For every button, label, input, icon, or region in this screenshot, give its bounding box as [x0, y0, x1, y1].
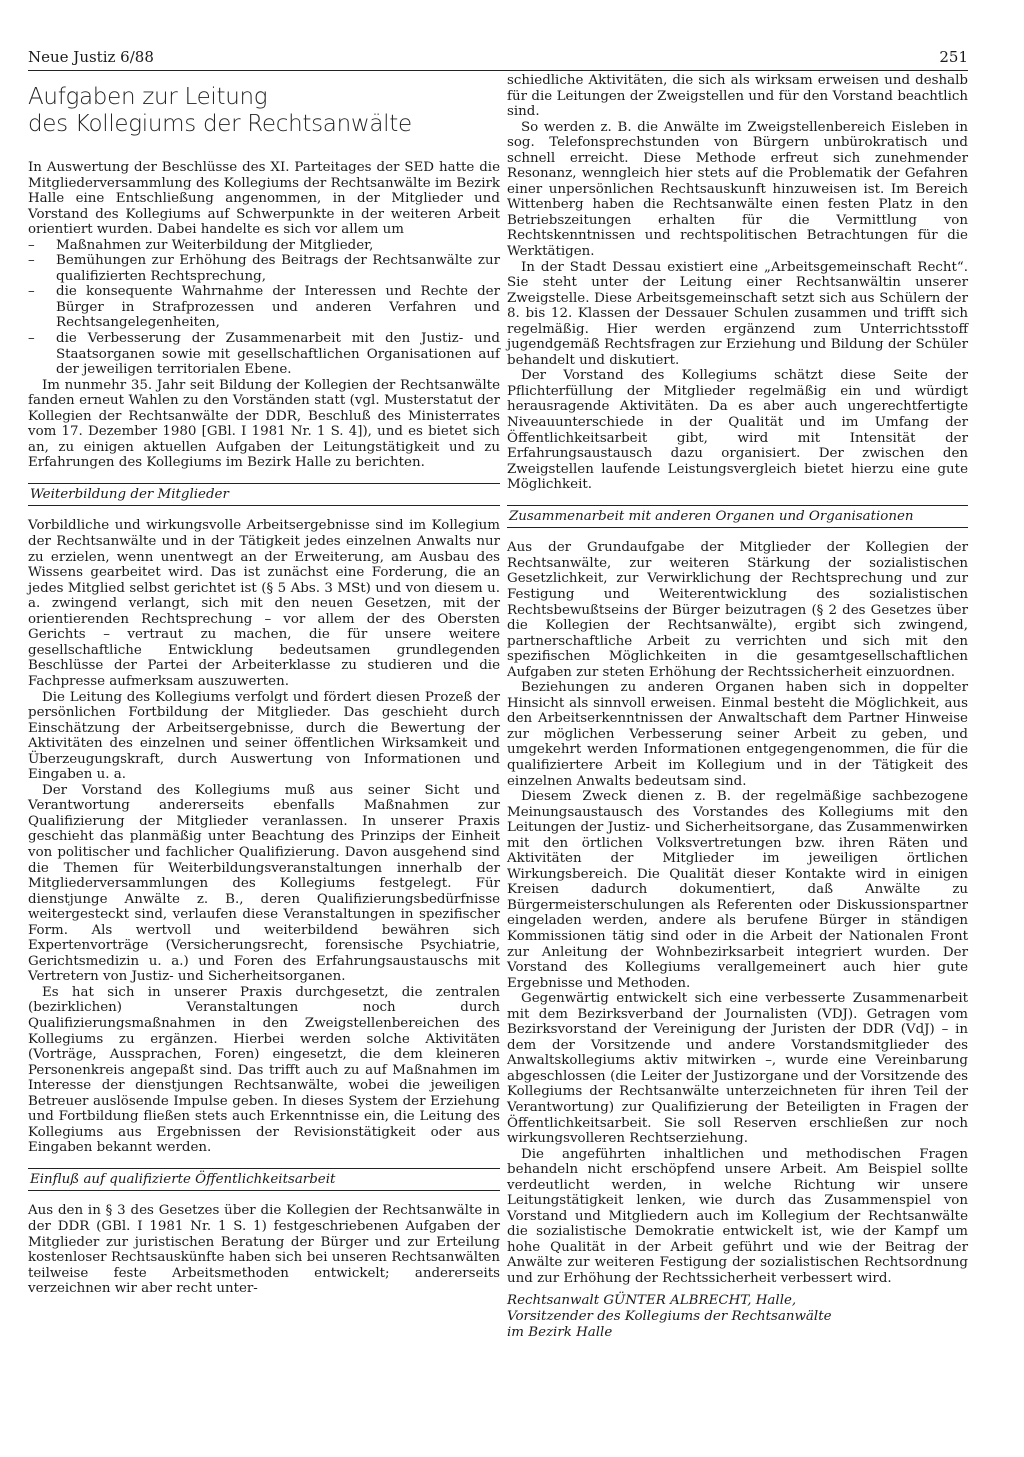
section-heading-zusammenarbeit [507, 505, 968, 529]
section-heading-text: Weiterbildung der Mitglieder [30, 486, 229, 502]
paragraph: Aus den in § 3 des Gesetzes über die Kollegien der Rechtsanwälte in der DDR (GBl. I 1981 Nr. 1 S. 1) festgeschriebenen Aufgaben der Mitglieder zur juristischen Beratung der Bürger und zur Erteilung kostenloser Rechtsauskünfte haben sich bei unseren Rechtsanwälten teilweise feste Arbeitsmethoden entwickelt; andererseits verzeichnen wir aber recht unter- [28, 1203, 500, 1297]
left-column [28, 84, 500, 1297]
section-heading-text: Einfluß auf qualifizierte Öffentlichkeitsarbeit [30, 1171, 336, 1187]
paragraph: So werden z. B. die Anwälte im Zweigstellenbereich Eisleben in sog. Telefonsprechstunden von Bürgern unbürokratisch und schnell erreicht. Diese Methode erfreut sich zunehmender Resonanz, wenngleich hier stets auf die Problematik der Gefahren einer unpersönlichen Rechtsauskunft hinzuweisen ist. Im Bereich Wittenberg haben die Rechtsanwälte einen festen Platz in den Betriebszeitungen erhalten für die Vermittlung von Rechtskenntnissen und rechtspolitischen Betrachtungen für die Werktätigen. [507, 119, 968, 260]
paragraph: Diesem Zweck dienen z. B. der regelmäßige sachbezogene Meinungsaustausch des Vorstandes des Kollegiums mit den Leitungen der Justiz- und Sicherheitsorgane, das Zusammenwirken mit den örtlichen Volksvertretungen bzw. ihren Räten und Aktivitäten der Mitglieder im jeweiligen örtlichen Wirkungsbereich. Die Qualität dieser Kontakte wird in einigen Kreisen dadurch dokumentiert, daß Anwälte zu Bürgermeisterschulungen als Referenten oder Diskussionspartner eingeladen werden, andere als berufene Bürger in ständigen Kommissionen tätig sind oder in die Arbeit der Nationalen Front zur Anleitung der Wohnbezirksarbeit integriert wurden. Der Vorstand des Kollegiums verallgemeinert auch hier gute Ergebnisse und Methoden. [507, 789, 968, 991]
section-heading-oeffentlichkeitsarbeit [28, 1168, 500, 1192]
list-item: – die Verbesserung der Zusammenarbeit mit den Justiz- und Staatsorganen sowie mit gesellschaftlichen Organisationen auf der jeweiligen territorialen Ebene. [28, 331, 500, 378]
list-item: – die konsequente Wahrnahme der Interessen und Rechte der Bürger in Strafprozessen und anderen Verfahren und Rechtsangelegenheiten, [28, 284, 500, 331]
paragraph: Vorbildliche und wirkungsvolle Arbeitsergebnisse sind im Kollegium der Rechtsanwälte und in der Tätigkeit jedes einzelnen Anwalts nur zu erzielen, wenn unentwegt an der Erweiterung, am Ausbau des Wissens gearbeitet wird. Das ist zunächst eine Forderung, die an jedes Mitglied selbst gerichtet ist (§ 5 Abs. 3 MSt) und von diesem u. a. zwingend verlangt, sich mit den neuen Gesetzen, mit der orientierenden Rechtsprechung – vor allem der des Obersten Gerichts – vertraut zu machen, die für unsere weitere gesellschaftliche Entwicklung bedeutsamen grundlegenden Beschlüsse der Partei der Arbeiterklasse zu studieren und die Fachpresse aufmerksam auszuwerten. [28, 518, 500, 689]
signature-line-1: Rechtsanwalt GÜNTER ALBRECHT, Halle, [507, 1292, 797, 1308]
page-header [28, 44, 968, 71]
paragraph: Beziehungen zu anderen Organen haben sich in doppelter Hinsicht als sinnvoll erweisen. Einmal besteht die Möglichkeit, aus den Arbeitserkenntnissen der Anwaltschaft dem Partner Hinweise zur möglichen Verbesserung seiner Arbeit zu geben, und umgekehrt werden Informationen entgegengenommen, die für die qualifiziertere Arbeit im Kollegium und in der Tätigkeit des einzelnen Anwalts bedeutsam sind. [507, 680, 968, 789]
journal-issue: Neue Justiz 6/88 [28, 48, 154, 66]
title-line-2: des Kollegiums der Rechtsanwälte [28, 111, 412, 137]
priority-list [28, 238, 500, 378]
paragraph: Der Vorstand des Kollegiums muß aus seiner Sicht und Verantwortung andererseits ebenfalls Maßnahmen zur Qualifizierung der Mitglieder veranlassen. In unserer Praxis geschieht das planmäßig unter Beachtung des Prinzips der Einheit von politischer und fachlicher Qualifizierung. Davon ausgehend sind die Themen für Weiterbildungsveranstaltungen innerhalb der Mitgliederversammlungen des Kollegiums festgelegt. Für dienstjunge Anwälte z. B., deren Qualifizierungsbedürfnisse weitergesteckt sind, verlaufen diese Veranstaltungen in spezifischer Form. Als wertvoll und weiterbildend bewähren sich Expertenvorträge (Versicherungsrecht, forensische Psychiatrie, Gerichtsmedizin u. a.) und Foren des Erfahrungsaustauschs mit Vertretern von Justiz- und Sicherheitsorganen. [28, 782, 500, 985]
right-column [507, 73, 968, 1341]
title-line-1: Aufgaben zur Leitung [28, 84, 268, 110]
signature-line-2: Vorsitzender des Kollegiums der Rechtsanwälte [507, 1308, 832, 1324]
page-number: 251 [939, 48, 968, 66]
paragraph: Die Leitung des Kollegiums verfolgt und fördert diesen Prozeß der persönlichen Fortbildung der Mitglieder. Das geschieht durch Einschätzung der Arbeitsergebnisse, durch die Bewertung der Aktivitäten des einzelnen und seiner öffentlichen Wirksamkeit und Überzeugungskraft, durch Auswertung von Informationen und Eingaben u. a. [28, 689, 500, 783]
signature-line-3: im Bezirk Halle [507, 1324, 613, 1340]
paragraph: Die angeführten inhaltlichen und methodischen Fragen behandeln nicht erschöpfend unsere Arbeit. Am Beispiel sollte verdeutlicht werden, in welche Richtung wir unsere Leitungstätigkeit lenken, wie durch das Zusammenspiel von Vorstand und Mitgliedern auch im Kollegium der Rechtsanwälte die sozialistische Demokratie entwickelt ist, wie der Kampf um hohe Qualität in der Arbeit geführt und wie der Beitrag der Anwälte zur weiteren Festigung der sozialistischen Rechtsordnung und zur Erhöhung der Rechtssicherheit verbessert wird. [507, 1146, 968, 1287]
paragraph: Aus der Grundaufgabe der Mitglieder der Kollegien der Rechtsanwälte, zur weiteren Stärkung der sozialistischen Gesetzlichkeit, zur Verwirklichung der Rechtsprechung und zur Festigung und Weiterentwicklung des sozialistischen Rechtsbewußtseins der Bürger beizutragen (§ 2 des Gesetzes über die Kollegien der Rechtsanwälte), ergibt sich zwingend, partnerschaftliche Arbeit zu verrichten und sich mit den spezifischen Möglichkeiten in die gesamtgesellschaftlichen Aufgaben zur steten Erhöhung der Rechtssicherheit einzuordnen. [507, 540, 968, 680]
intro-paragraph: In Auswertung der Beschlüsse des XI. Parteitages der SED hatte die Mitgliederversammlung des Kollegiums der Rechtsanwälte im Bezirk Halle eine Entschließung angenommen, in der Mitglieder und Vorstand des Kollegiums auf Schwerpunkte in der weiteren Arbeit orientiert wurden. Dabei handelte es sich vor allem um [28, 160, 500, 238]
list-item: – Bemühungen zur Erhöhung des Beitrags der Rechtsanwälte zur qualifizierten Rechtsprechung, [28, 253, 500, 284]
article-title [28, 84, 500, 138]
author-signature [507, 1293, 968, 1341]
paragraph: schiedliche Aktivitäten, die sich als wirksam erweisen und deshalb für die Leitungen der Zweigstellen und für den Vorstand beachtlich sind. [507, 73, 968, 120]
section-heading-weiterbildung [28, 483, 500, 507]
paragraph: In der Stadt Dessau existiert eine „Arbeitsgemeinschaft Recht“. Sie steht unter der Leitung einer Rechtsanwältin unserer Zweigstelle. Diese Arbeitsgemeinschaft setzt sich aus Schülern der 8. bis 12. Klassen der Dessauer Schulen zusammen und trifft sich regelmäßig. Hier werden ergänzend zum Unterrichtsstoff jugendgemäß Rechtsfragen zur Erziehung und Bildung der Schüler behandelt und diskutiert. [507, 259, 968, 368]
paragraph: Der Vorstand des Kollegiums schätzt diese Seite der Pflichterfüllung der Mitglieder regelmäßig ein und würdigt herausragende Aktivitäten. Da es aber auch ungerechtfertigte Niveauunterschiede in der Qualität und im Umfang der Öffentlichkeitsarbeit gibt, wird mit Intensität der Erfahrungsaustausch dazu organisiert. Der zwischen den Zweigstellen laufende Leistungsvergleich bietet hierzu eine gute Möglichkeit. [507, 368, 968, 493]
paragraph: Es hat sich in unserer Praxis durchgesetzt, die zentralen (bezirklichen) Veranstaltungen noch durch Qualifizierungsmaßnahmen in den Zweigstellenbereichen des Kollegiums zu ergänzen. Hierbei werden solche Aktivitäten (Vorträge, Aussprachen, Foren) eingesetzt, die dem kleineren Personenkreis angepaßt sind. Das trifft auch zu auf Maßnahmen im Interesse der dienstjungen Rechtsanwälte, wobei die jeweiligen Betreuer auslösende Impulse geben. In dieses System der Erziehung und Fortbildung fließen stets auch Erkenntnisse ein, die Leitung des Kollegiums aus Ergebnissen der Revisionstätigkeit oder aus Eingaben bekannt werden. [28, 984, 500, 1156]
section-heading-text: Zusammenarbeit mit anderen Organen und Organisationen [509, 508, 914, 524]
paragraph: Gegenwärtig entwickelt sich eine verbesserte Zusammenarbeit mit dem Bezirksverband der Journalisten (VDJ). Getragen vom Bezirksvorstand der Vereinigung der Juristen der DDR (VdJ) – in dem der Vorsitzende und andere Vorstandsmitglieder des Anwaltskollegiums aktiv mitwirken –, wurde eine Vereinbarung abgeschlossen (die Leiter der Justizorgane und der Vorsitzende des Kollegiums der Rechtsanwälte unterzeichneten für ihren Teil der Verantwortung) zur Qualifizierung der Beteiligten in Fragen der Öffentlichkeitsarbeit. Sie soll Reserven erschließen zur noch wirkungsvolleren Rechtserziehung. [507, 991, 968, 1147]
list-item: – Maßnahmen zur Weiterbildung der Mitglieder, [28, 238, 500, 254]
paragraph: Im nunmehr 35. Jahr seit Bildung der Kollegien der Rechtsanwälte fanden erneut Wahlen zu den Vorständen statt (vgl. Musterstatut der Kollegien der Rechtsanwälte der DDR, Beschluß des Ministerrates vom 17. Dezember 1980 [GBl. I 1981 Nr. 1 S. 4]), und es bietet sich an, zu einigen aktuellen Aufgaben der Leitungstätigkeit und zu Erfahrungen des Kollegiums im Bezirk Halle zu berichten. [28, 377, 500, 471]
